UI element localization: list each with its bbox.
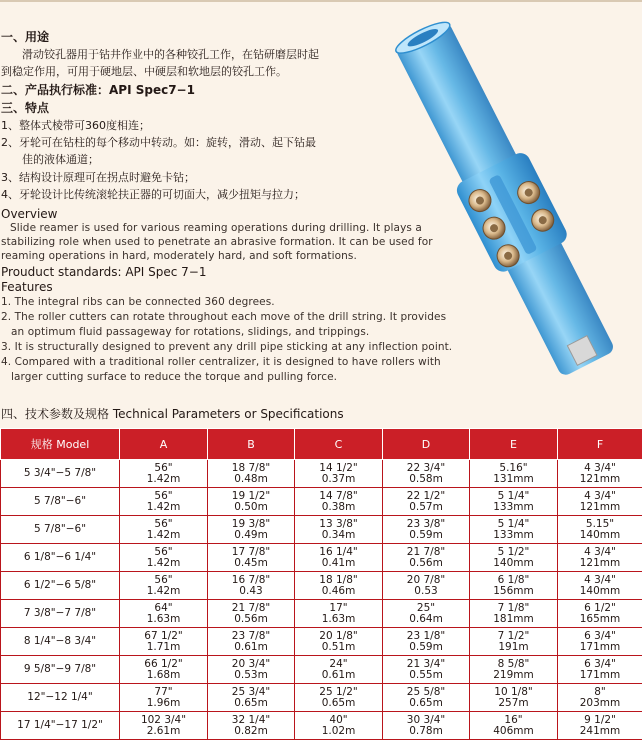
model-cell: 5 7/8"−6" [1, 488, 120, 516]
feature-zh-4: 4、牙轮设计比传统滚轮扶正器的可切面大，减少扭矩与拉力； [1, 186, 305, 202]
value-cell [120, 516, 208, 544]
metric-value: 0.43 [208, 586, 294, 597]
imperial-value: 16 7/8" [208, 575, 294, 586]
imperial-value: 24" [295, 659, 382, 670]
usage-text-line-1: 滑动铰孔器用于钻井作业中的各种铰孔工作，在钻研磨层时起 [22, 46, 319, 62]
imperial-value: 7 1/2" [470, 631, 557, 642]
metric-value: 0.53m [208, 670, 294, 681]
metric-value: 0.48m [208, 474, 294, 485]
metric-value: 257m [470, 698, 557, 709]
metric-value: 131mm [470, 474, 557, 485]
value-cell [295, 656, 383, 684]
imperial-value: 23 1/8" [383, 631, 469, 642]
metric-value: 181mm [470, 614, 557, 625]
table-row [1, 684, 642, 712]
overview-line-1: Slide reamer is used for various reaming operations during drilling. It plays a [10, 222, 422, 234]
overview-line-3: reaming operations in hard, moderately hard, and soft formations. [1, 250, 357, 262]
value-cell [558, 488, 642, 516]
value-cell [295, 684, 383, 712]
value-cell [208, 488, 295, 516]
metric-value: 1.63m [295, 614, 382, 625]
value-cell [120, 656, 208, 684]
header-c: C [295, 429, 383, 460]
metric-value: 203mm [558, 698, 642, 709]
top-border-line [0, 0, 642, 2]
metric-value: 0.65m [208, 698, 294, 709]
metric-value: 1.42m [120, 502, 207, 513]
feature-en-3: 3. It is structurally designed to prevent any drill pipe sticking at any inflection point. [1, 341, 452, 353]
imperial-value: 19 3/8" [208, 519, 294, 530]
value-cell [295, 488, 383, 516]
spec-table [0, 428, 642, 740]
header-a: A [120, 429, 208, 460]
imperial-value: 56" [120, 519, 207, 530]
imperial-value: 21 7/8" [383, 547, 469, 558]
imperial-value: 6 3/4" [558, 659, 642, 670]
value-cell [295, 712, 383, 740]
value-cell [470, 628, 558, 656]
metric-value: 1.42m [120, 586, 207, 597]
metric-value: 0.56m [208, 614, 294, 625]
metric-value: 1.02m [295, 726, 382, 737]
imperial-value: 6 1/2" [558, 603, 642, 614]
imperial-value: 8 5/8" [470, 659, 557, 670]
metric-value: 121mm [558, 474, 642, 485]
metric-value: 406mm [470, 726, 557, 737]
usage-text-line-2: 到稳定作用，可用于硬地层、中硬层和软地层的铰孔工作。 [1, 63, 287, 79]
imperial-value: 21 7/8" [208, 603, 294, 614]
value-cell [470, 516, 558, 544]
imperial-value: 17" [295, 603, 382, 614]
value-cell [208, 628, 295, 656]
value-cell [470, 684, 558, 712]
value-cell [470, 460, 558, 488]
table-row [1, 628, 642, 656]
metric-value: 191m [470, 642, 557, 653]
model-cell: 17 1/4"−17 1/2" [1, 712, 120, 740]
value-cell [470, 488, 558, 516]
feature-en-2-line-2: an optimum fluid passageway for rotations, slidings, and trippings. [11, 326, 369, 338]
value-cell [208, 572, 295, 600]
metric-value: 0.53 [383, 586, 469, 597]
value-cell [558, 600, 642, 628]
value-cell [383, 684, 470, 712]
metric-value: 0.58m [383, 474, 469, 485]
imperial-value: 25 1/2" [295, 687, 382, 698]
value-cell [120, 684, 208, 712]
feature-en-4-line-2: larger cutting surface to reduce the torque and pulling force. [11, 371, 337, 383]
imperial-value: 5.16" [470, 463, 557, 474]
imperial-value: 18 7/8" [208, 463, 294, 474]
model-cell: 7 3/8"−7 7/8" [1, 600, 120, 628]
metric-value: 0.49m [208, 530, 294, 541]
imperial-value: 40" [295, 715, 382, 726]
model-cell: 6 1/8"−6 1/4" [1, 544, 120, 572]
value-cell [558, 684, 642, 712]
imperial-value: 13 3/8" [295, 519, 382, 530]
imperial-value: 56" [120, 575, 207, 586]
metric-value: 0.65m [295, 698, 382, 709]
value-cell [295, 460, 383, 488]
value-cell [383, 544, 470, 572]
metric-value: 0.41m [295, 558, 382, 569]
metric-value: 1.42m [120, 530, 207, 541]
metric-value: 0.51m [295, 642, 382, 653]
imperial-value: 20 7/8" [383, 575, 469, 586]
table-row [1, 488, 642, 516]
feature-zh-1: 1、整体式棱带可360度相连； [1, 117, 150, 133]
metric-value: 0.59m [383, 530, 469, 541]
metric-value: 121mm [558, 502, 642, 513]
slide-reamer-illustration [368, 14, 642, 384]
value-cell [120, 544, 208, 572]
value-cell [208, 656, 295, 684]
feature-en-2-line-1: 2. The roller cutters can rotate throughout each move of the drill string. It provides [1, 311, 446, 323]
value-cell [470, 600, 558, 628]
metric-value: 0.34m [295, 530, 382, 541]
metric-value: 0.46m [295, 586, 382, 597]
features-heading-zh: 三、特点 [1, 99, 49, 116]
value-cell [383, 460, 470, 488]
imperial-value: 20 1/8" [295, 631, 382, 642]
feature-zh-2-line-1: 2、牙轮可在钻柱的每个移动中转动。如：旋转，滑动、起下钻最 [1, 134, 316, 150]
metric-value: 140mm [470, 558, 557, 569]
metric-value: 0.59m [383, 642, 469, 653]
metric-value: 0.37m [295, 474, 382, 485]
value-cell [383, 516, 470, 544]
value-cell [295, 628, 383, 656]
value-cell [558, 628, 642, 656]
metric-value: 0.57m [383, 502, 469, 513]
value-cell [470, 544, 558, 572]
table-header-row [1, 429, 642, 460]
value-cell [208, 684, 295, 712]
imperial-value: 5.15" [558, 519, 642, 530]
table-row [1, 656, 642, 684]
value-cell [383, 488, 470, 516]
metric-value: 2.61m [120, 726, 207, 737]
imperial-value: 21 3/4" [383, 659, 469, 670]
metric-value: 133mm [470, 530, 557, 541]
value-cell [208, 712, 295, 740]
metric-value: 0.65m [383, 698, 469, 709]
imperial-value: 22 3/4" [383, 463, 469, 474]
metric-value: 171mm [558, 642, 642, 653]
table-row [1, 572, 642, 600]
metric-value: 0.50m [208, 502, 294, 513]
imperial-value: 10 1/8" [470, 687, 557, 698]
value-cell [208, 460, 295, 488]
imperial-value: 56" [120, 491, 207, 502]
value-cell [120, 628, 208, 656]
value-cell [120, 712, 208, 740]
imperial-value: 64" [120, 603, 207, 614]
metric-value: 0.38m [295, 502, 382, 513]
imperial-value: 4 3/4" [558, 575, 642, 586]
value-cell [383, 656, 470, 684]
model-cell: 9 5/8"−9 7/8" [1, 656, 120, 684]
imperial-value: 32 1/4" [208, 715, 294, 726]
value-cell [295, 544, 383, 572]
imperial-value: 19 1/2" [208, 491, 294, 502]
value-cell [295, 516, 383, 544]
imperial-value: 22 1/2" [383, 491, 469, 502]
table-row [1, 460, 642, 488]
value-cell [558, 572, 642, 600]
imperial-value: 4 3/4" [558, 491, 642, 502]
overview-line-2: stabilizing role when used to penetrate an abrasive formation. It can be used for [1, 236, 433, 248]
value-cell [295, 600, 383, 628]
metric-value: 1.42m [120, 558, 207, 569]
value-cell [120, 460, 208, 488]
imperial-value: 6 1/8" [470, 575, 557, 586]
table-row [1, 544, 642, 572]
model-cell: 5 7/8"−6" [1, 516, 120, 544]
imperial-value: 23 7/8" [208, 631, 294, 642]
metric-value: 0.55m [383, 670, 469, 681]
imperial-value: 17 7/8" [208, 547, 294, 558]
model-cell: 12"−12 1/4" [1, 684, 120, 712]
imperial-value: 102 3/4" [120, 715, 207, 726]
feature-zh-2-line-2: 佳的液体通道； [22, 151, 99, 167]
usage-heading: 一、用途 [1, 28, 49, 45]
imperial-value: 56" [120, 547, 207, 558]
header-d: D [383, 429, 470, 460]
metric-value: 0.78m [383, 726, 469, 737]
metric-value: 165mm [558, 614, 642, 625]
table-row [1, 712, 642, 740]
imperial-value: 5 1/4" [470, 491, 557, 502]
value-cell [470, 572, 558, 600]
header-f: F [558, 429, 642, 460]
header-e: E [470, 429, 558, 460]
metric-value: 133mm [470, 502, 557, 513]
imperial-value: 67 1/2" [120, 631, 207, 642]
value-cell [383, 628, 470, 656]
imperial-value: 16" [470, 715, 557, 726]
imperial-value: 7 1/8" [470, 603, 557, 614]
metric-value: 140mm [558, 586, 642, 597]
metric-value: 1.42m [120, 474, 207, 485]
metric-value: 0.64m [383, 614, 469, 625]
imperial-value: 5 1/4" [470, 519, 557, 530]
imperial-value: 14 1/2" [295, 463, 382, 474]
imperial-value: 25" [383, 603, 469, 614]
value-cell [558, 712, 642, 740]
imperial-value: 25 3/4" [208, 687, 294, 698]
metric-value: 171mm [558, 670, 642, 681]
imperial-value: 4 3/4" [558, 547, 642, 558]
metric-value: 0.61m [295, 670, 382, 681]
table-title: 四、技术参数及规格 Technical Parameters or Specifications [1, 405, 344, 422]
value-cell [558, 460, 642, 488]
metric-value: 1.71m [120, 642, 207, 653]
imperial-value: 18 1/8" [295, 575, 382, 586]
metric-value: 121mm [558, 558, 642, 569]
imperial-value: 30 3/4" [383, 715, 469, 726]
value-cell [120, 572, 208, 600]
feature-en-4-line-1: 4. Compared with a traditional roller centralizer, it is designed to have rollers with [1, 356, 441, 368]
model-cell: 5 3/4"−5 7/8" [1, 460, 120, 488]
metric-value: 0.45m [208, 558, 294, 569]
header-model: 规格 Model [1, 429, 120, 460]
imperial-value: 20 3/4" [208, 659, 294, 670]
value-cell [558, 516, 642, 544]
feature-zh-3: 3、结构设计原理可在拐点时避免卡钻； [1, 169, 195, 185]
product-standard-en: Prouduct standards: API Spec 7−1 [1, 265, 206, 279]
value-cell [120, 488, 208, 516]
value-cell [383, 600, 470, 628]
imperial-value: 16 1/4" [295, 547, 382, 558]
imperial-value: 23 3/8" [383, 519, 469, 530]
metric-value: 0.61m [208, 642, 294, 653]
imperial-value: 6 3/4" [558, 631, 642, 642]
model-cell: 6 1/2"−6 5/8" [1, 572, 120, 600]
features-heading-en: Features [1, 280, 53, 294]
metric-value: 0.82m [208, 726, 294, 737]
value-cell [208, 516, 295, 544]
metric-value: 241mm [558, 726, 642, 737]
imperial-value: 66 1/2" [120, 659, 207, 670]
header-b: B [208, 429, 295, 460]
metric-value: 1.63m [120, 614, 207, 625]
metric-value: 1.68m [120, 670, 207, 681]
value-cell [208, 600, 295, 628]
standard-heading: 二、产品执行标准：API Spec7−1 [1, 81, 195, 98]
value-cell [208, 544, 295, 572]
model-cell: 8 1/4"−8 3/4" [1, 628, 120, 656]
table-row [1, 600, 642, 628]
metric-value: 219mm [470, 670, 557, 681]
value-cell [383, 572, 470, 600]
value-cell [295, 572, 383, 600]
imperial-value: 9 1/2" [558, 715, 642, 726]
metric-value: 1.96m [120, 698, 207, 709]
imperial-value: 4 3/4" [558, 463, 642, 474]
feature-en-1: 1. The integral ribs can be connected 360 degrees. [1, 296, 275, 308]
imperial-value: 77" [120, 687, 207, 698]
imperial-value: 5 1/2" [470, 547, 557, 558]
metric-value: 156mm [470, 586, 557, 597]
metric-value: 0.56m [383, 558, 469, 569]
value-cell [470, 712, 558, 740]
imperial-value: 25 5/8" [383, 687, 469, 698]
value-cell [558, 656, 642, 684]
overview-heading: Overview [1, 207, 58, 221]
value-cell [120, 600, 208, 628]
table-row [1, 516, 642, 544]
metric-value: 140mm [558, 530, 642, 541]
value-cell [558, 544, 642, 572]
imperial-value: 14 7/8" [295, 491, 382, 502]
value-cell [470, 656, 558, 684]
imperial-value: 56" [120, 463, 207, 474]
imperial-value: 8" [558, 687, 642, 698]
value-cell [383, 712, 470, 740]
